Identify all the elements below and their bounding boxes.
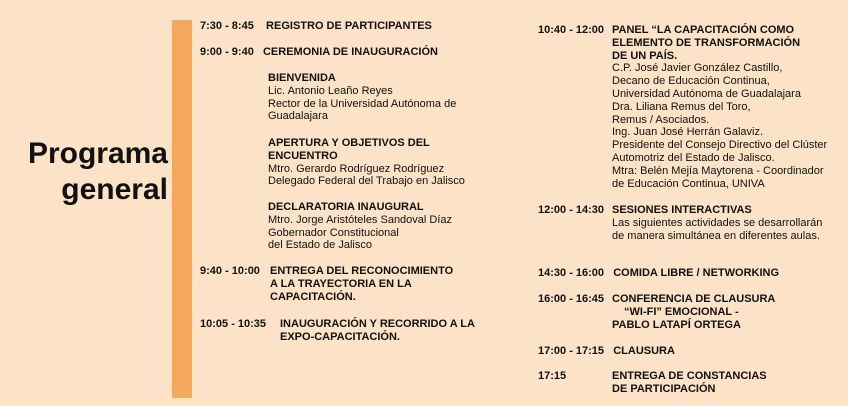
bienvenida-line: Rector de la Universidad Autónoma de xyxy=(268,97,457,110)
clausura-item xyxy=(538,345,675,358)
apertura-heading: ENCUENTRO xyxy=(268,149,338,162)
ceremonia-time: 9:00 - 9:40 xyxy=(200,46,254,58)
panel-line: Mtra: Belén Mejía Maytorena - Coordinador xyxy=(612,164,824,177)
declaratoria-line: Gobernador Constitucional xyxy=(268,226,399,239)
panel-heading: DE UN PAÍS. xyxy=(612,49,678,62)
panel-heading: PANEL “LA CAPACITACIÓN COMO xyxy=(612,24,795,36)
conferencia-time: 16:00 - 16:45 xyxy=(538,293,605,305)
accent-bar xyxy=(172,20,192,398)
panel-line: Presidente del Consejo Directivo del Clúster xyxy=(612,139,828,152)
bienvenida-heading: BIENVENIDA xyxy=(268,72,336,84)
panel-heading: ELEMENTO DE TRANSFORMACIÓN xyxy=(612,36,801,49)
panel-line: Decano de Educación Continua, xyxy=(612,75,770,88)
title-line-1: Programa xyxy=(27,137,168,170)
panel-line: Dra. Liliana Remus del Toro, xyxy=(612,100,751,113)
bienvenida-block xyxy=(268,72,456,123)
recorrido-line: INAUGURACIÓN Y RECORRIDO A LA xyxy=(280,318,475,330)
constancias-line: DE PARTICIPACIÓN xyxy=(612,382,716,395)
constancias-line: ENTREGA DE CONSTANCIAS xyxy=(612,370,767,382)
recorrido-line: EXPO-CAPACITACIÓN. xyxy=(280,330,400,343)
ceremonia-label: CEREMONIA DE INAUGURACIÓN xyxy=(262,46,438,58)
sesiones-heading: SESIONES INTERACTIVAS xyxy=(612,204,752,216)
conferencia-line: PABLO LATAPÍ ORTEGA xyxy=(612,318,741,331)
constancias-time: 17:15 xyxy=(538,370,567,382)
clausura-time: 17:00 - 17:15 xyxy=(538,345,605,357)
conferencia-line: “WI-FI” EMOCIONAL - xyxy=(624,305,739,318)
sesiones-line: de manera simultánea en diferentes aulas. xyxy=(612,229,820,242)
sesiones-line: Las siguientes actividades se desarrollarán xyxy=(612,216,823,229)
declaratoria-line: Mtro. Jorge Aristóteles Sandoval Díaz xyxy=(268,213,453,226)
entrega-line: A LA TRAYECTORIA EN LA xyxy=(270,277,412,290)
bienvenida-line: Lic. Antonio Leaño Reyes xyxy=(268,84,393,97)
entrega-time: 9:40 - 10:00 xyxy=(200,265,260,277)
comida-label: COMIDA LIBRE / NETWORKING xyxy=(613,267,780,279)
registro-label: REGISTRO DE PARTICIPANTES xyxy=(266,20,432,32)
panel-line: Automotriz del Estado de Jalisco. xyxy=(612,151,775,164)
conferencia-line: CONFERENCIA DE CLAUSURA xyxy=(612,293,776,305)
panel-line: de Educación Continua, UNIVA xyxy=(612,177,765,190)
registro-time: 7:30 - 8:45 xyxy=(200,20,254,32)
declaratoria-line: del Estado de Jalisco xyxy=(268,239,372,252)
registro-item xyxy=(200,20,432,33)
apertura-heading: APERTURA Y OBJETIVOS DEL xyxy=(268,137,430,149)
sesiones-time: 12:00 - 14:30 xyxy=(538,204,605,216)
panel-line: Universidad Autónoma de Guadalajara xyxy=(612,87,801,100)
declaratoria-block xyxy=(268,201,452,252)
panel-line: C.P. José Javier González Castillo, xyxy=(612,62,783,75)
panel-time: 10:40 - 12:00 xyxy=(538,24,605,36)
apertura-line: Mtro. Gerardo Rodríguez Rodríguez xyxy=(268,162,445,175)
comida-item xyxy=(538,267,779,280)
declaratoria-heading: DECLARATORIA INAUGURAL xyxy=(268,201,424,213)
entrega-line: CAPACITACIÓN. xyxy=(270,290,356,303)
page-title xyxy=(0,136,168,208)
ceremonia-item xyxy=(200,46,438,59)
entrega-line: ENTREGA DEL RECONOCIMIENTO xyxy=(270,265,454,277)
panel-line: Ing. Juan José Herrán Galaviz. xyxy=(612,126,764,139)
panel-line: Remus / Asociados. xyxy=(612,113,710,126)
recorrido-time: 10:05 - 10:35 xyxy=(200,318,267,330)
apertura-block xyxy=(268,137,465,188)
comida-time: 14:30 - 16:00 xyxy=(538,267,605,279)
bienvenida-line: Guadalajara xyxy=(268,110,328,123)
title-line-2: general xyxy=(61,173,168,206)
clausura-label: CLAUSURA xyxy=(613,345,675,357)
apertura-line: Delegado Federal del Trabajo en Jalisco xyxy=(268,175,465,188)
